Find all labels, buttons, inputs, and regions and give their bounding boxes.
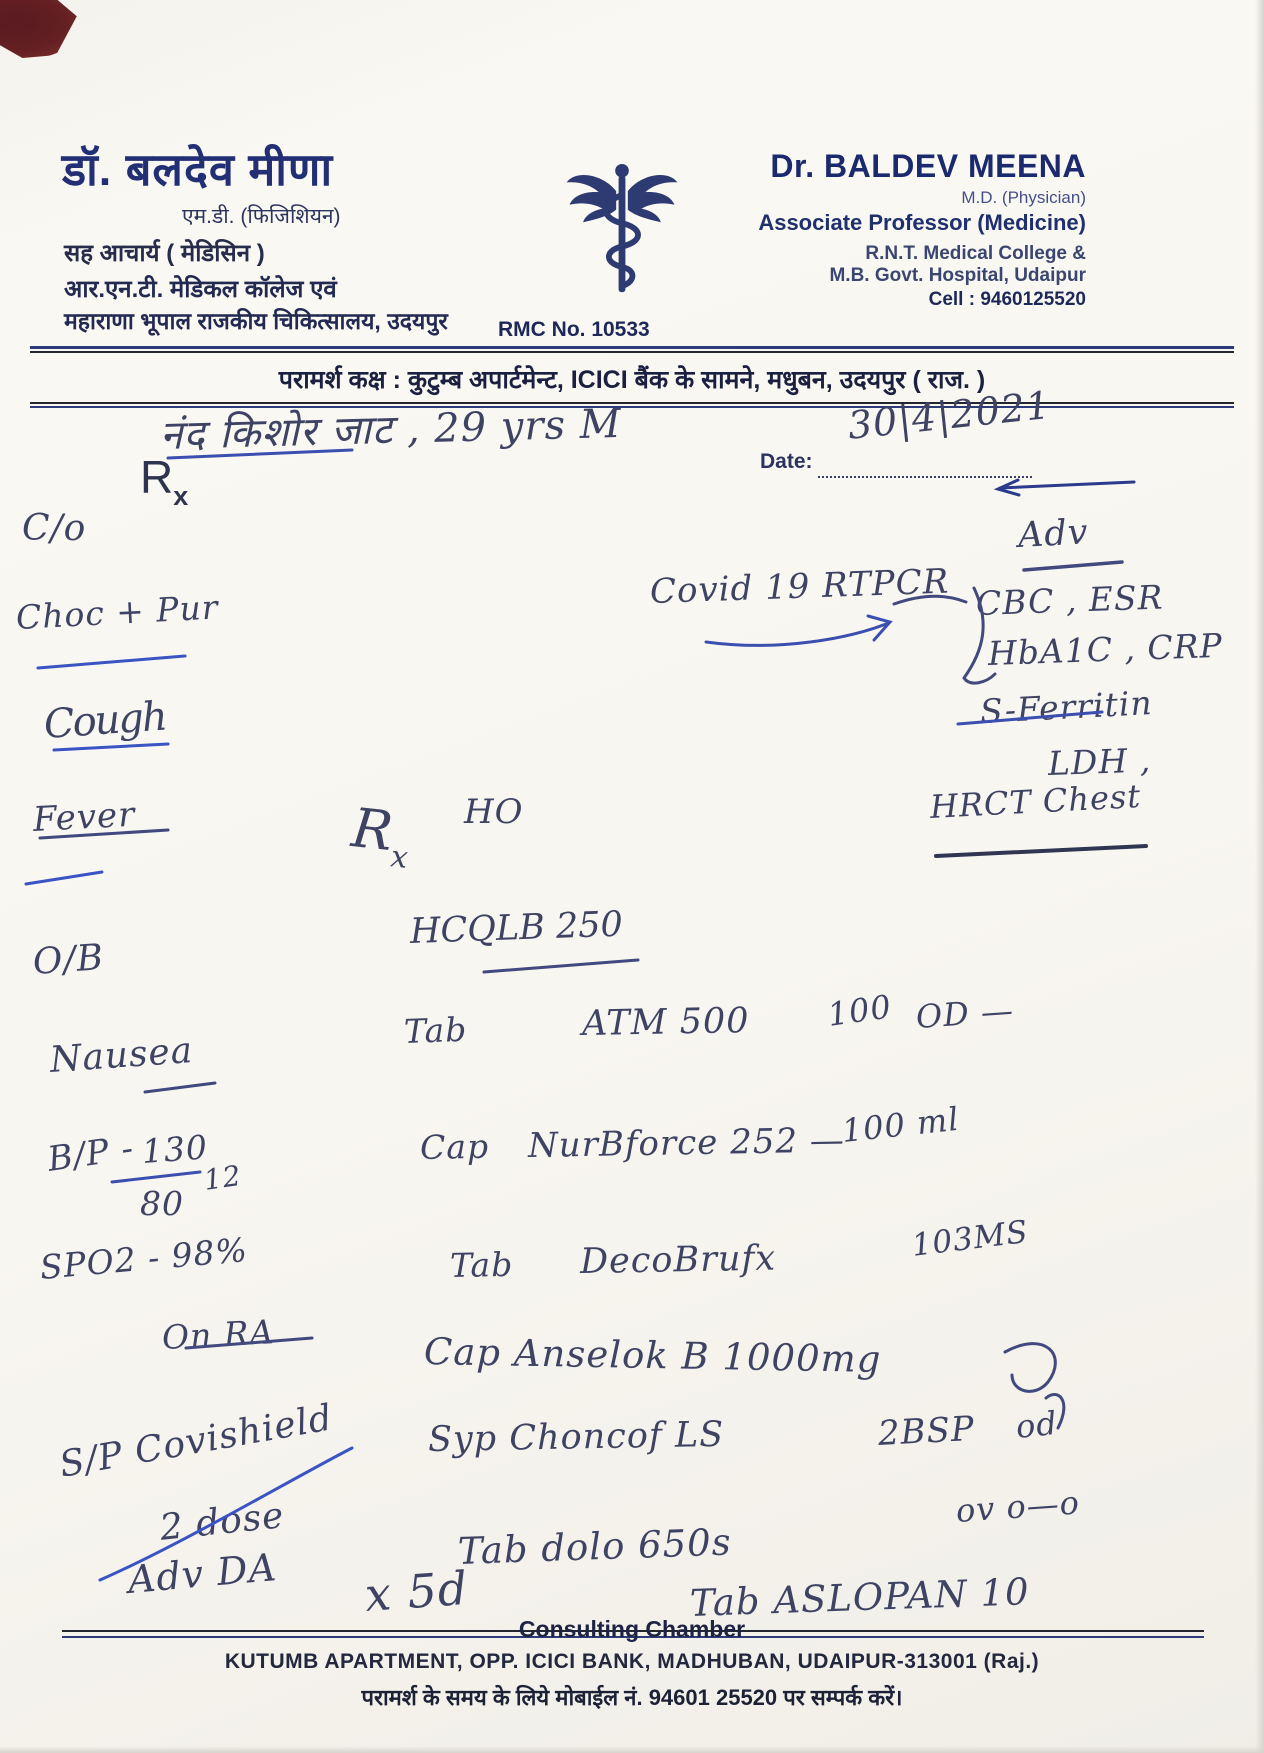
hw-med-4: Cap Anselok B 1000mg — [423, 1330, 882, 1381]
hw-complaint-1: Choc + Pur — [14, 587, 220, 637]
footer-address: KUTUMB APARTMENT, OPP. ICICI BANK, MADHUBAN, UDAIPUR-313001 (Raj.) — [224, 1650, 1040, 1673]
hw-med-5-note: ov o—o — [954, 1483, 1082, 1530]
doctor-title-hindi: सह आचार्य ( मेडिसिन ) — [64, 240, 265, 267]
hw-bp-bottom: 80 — [140, 1184, 184, 1223]
college-en: R.N.T. Medical College & — [865, 243, 1086, 264]
hw-med-3-qty: 103MS — [909, 1213, 1031, 1264]
hospital-hindi: महाराणा भूपाल राजकीय चिकित्सालय, उदयपुर — [64, 308, 448, 334]
hw-on-ra: On RA — [160, 1312, 276, 1357]
hw-rx-symbol — [348, 796, 415, 876]
hw-advice-hrct: HRCT Chest — [929, 776, 1143, 826]
hw-bp-top: 130 — [140, 1127, 210, 1171]
hw-complaint-co: C/o — [22, 508, 87, 549]
cell-number: Cell : 9460125520 — [928, 289, 1086, 310]
hw-ho: HO — [464, 792, 524, 832]
date-dotted-line — [818, 448, 1032, 478]
hw-med-3-form: Tab — [449, 1244, 514, 1285]
date-label: Date: — [760, 450, 813, 473]
doctor-name-hindi: डॉ. बलदेव मीणा — [62, 144, 334, 195]
hw-rx-x: x — [389, 839, 411, 876]
hw-med-1-form: Tab — [403, 1009, 468, 1051]
paper-right-edge — [1255, 0, 1264, 1753]
hw-complaint-2: Cough — [42, 693, 168, 748]
hw-med-1-qty: 100 — [825, 987, 895, 1034]
doctor-title-en: Associate Professor (Medicine) — [758, 210, 1086, 235]
hw-advice-ldh: LDH , — [1047, 740, 1152, 783]
rule-top-dark — [30, 351, 1234, 353]
hw-med-3-name: DecoBrufx — [579, 1238, 777, 1282]
hw-med-0: HCQLB 250 — [409, 904, 624, 952]
hw-med-6: Tab dolo 650s — [457, 1520, 733, 1573]
rx-x: x — [173, 481, 189, 511]
hw-med-5-dose: 2BSP — [876, 1408, 976, 1454]
hw-date: 30|4|2021 — [845, 382, 1054, 448]
hw-bp-note: 12 — [201, 1158, 244, 1197]
doctor-degree-hindi: एम.डी. (फिजिशियन) — [182, 205, 341, 228]
paper-bottom-edge — [0, 1746, 1264, 1753]
hw-advice-ferritin: S-Ferritin — [978, 682, 1154, 731]
hw-complaint-4: O/B — [31, 937, 106, 983]
hw-status-1: S/P Covishield — [56, 1397, 336, 1486]
hw-med-2-qty: 100 ml — [840, 1099, 962, 1150]
hw-patient-line: नंद किशोर जाट , 29 yrs M — [159, 400, 623, 459]
hw-rx-r: R — [348, 796, 397, 864]
college-hindi: आर.एन.टी. मेडिकल कॉलेज एवं — [64, 276, 337, 303]
hw-advice-hba1c-crp: HbA1C , CRP — [987, 625, 1224, 673]
footer-chamber: Consulting Chamber — [518, 1616, 746, 1642]
hw-advice-title: Adv — [1016, 512, 1090, 556]
scan-corner-stain — [0, 0, 80, 58]
hw-status-3: Adv DA — [126, 1545, 279, 1602]
rmc-number: RMC No. 10533 — [498, 318, 650, 341]
hw-med-8: Tab ASLOPAN 10 — [689, 1570, 1031, 1625]
hw-spo2: SPO2 - 98% — [38, 1229, 250, 1287]
hw-med-2-name: NurBforce 252 — — [527, 1120, 846, 1166]
hospital-en: M.B. Govt. Hospital, Udaipur — [829, 265, 1086, 286]
hw-med-5-freq: od — [1014, 1403, 1060, 1446]
hw-med-duration: x 5d — [363, 1560, 470, 1622]
hw-complaint-5: Nausea — [48, 1030, 195, 1081]
hw-bp-label: B/P - — [45, 1128, 137, 1180]
rule-top-navy — [30, 346, 1234, 349]
consult-banner: परामर्श कक्ष : कुटुम्ब अपार्टमेन्ट, ICICI बैंक के सामने, मधुबन, उदयपुर ( राज. ) — [278, 366, 986, 394]
hw-complaint-3: Fever — [31, 794, 137, 840]
rx-r: R — [140, 451, 174, 503]
doctor-name-en: Dr. BALDEV MEENA — [770, 148, 1086, 184]
hw-med-1-name: ATM 500 — [581, 1001, 750, 1044]
hw-status-2: 2 dose — [157, 1495, 287, 1549]
footer-contact-hindi: परामर्श के समय के लिये मोबाईल नं. 94601 25520 पर सम्पर्क करें। — [361, 1685, 903, 1710]
hw-med-1-freq: OD — — [914, 991, 1016, 1036]
hw-advice-rtpcr: Covid 19 RTPCR — [649, 561, 950, 612]
hw-med-2-form: Cap — [419, 1126, 490, 1167]
hw-med-5-name: Syp Choncof LS — [427, 1414, 725, 1460]
doctor-degree-en: M.D. (Physician) — [961, 188, 1086, 207]
hw-advice-cbc-esr: CBC , ESR — [975, 577, 1164, 623]
